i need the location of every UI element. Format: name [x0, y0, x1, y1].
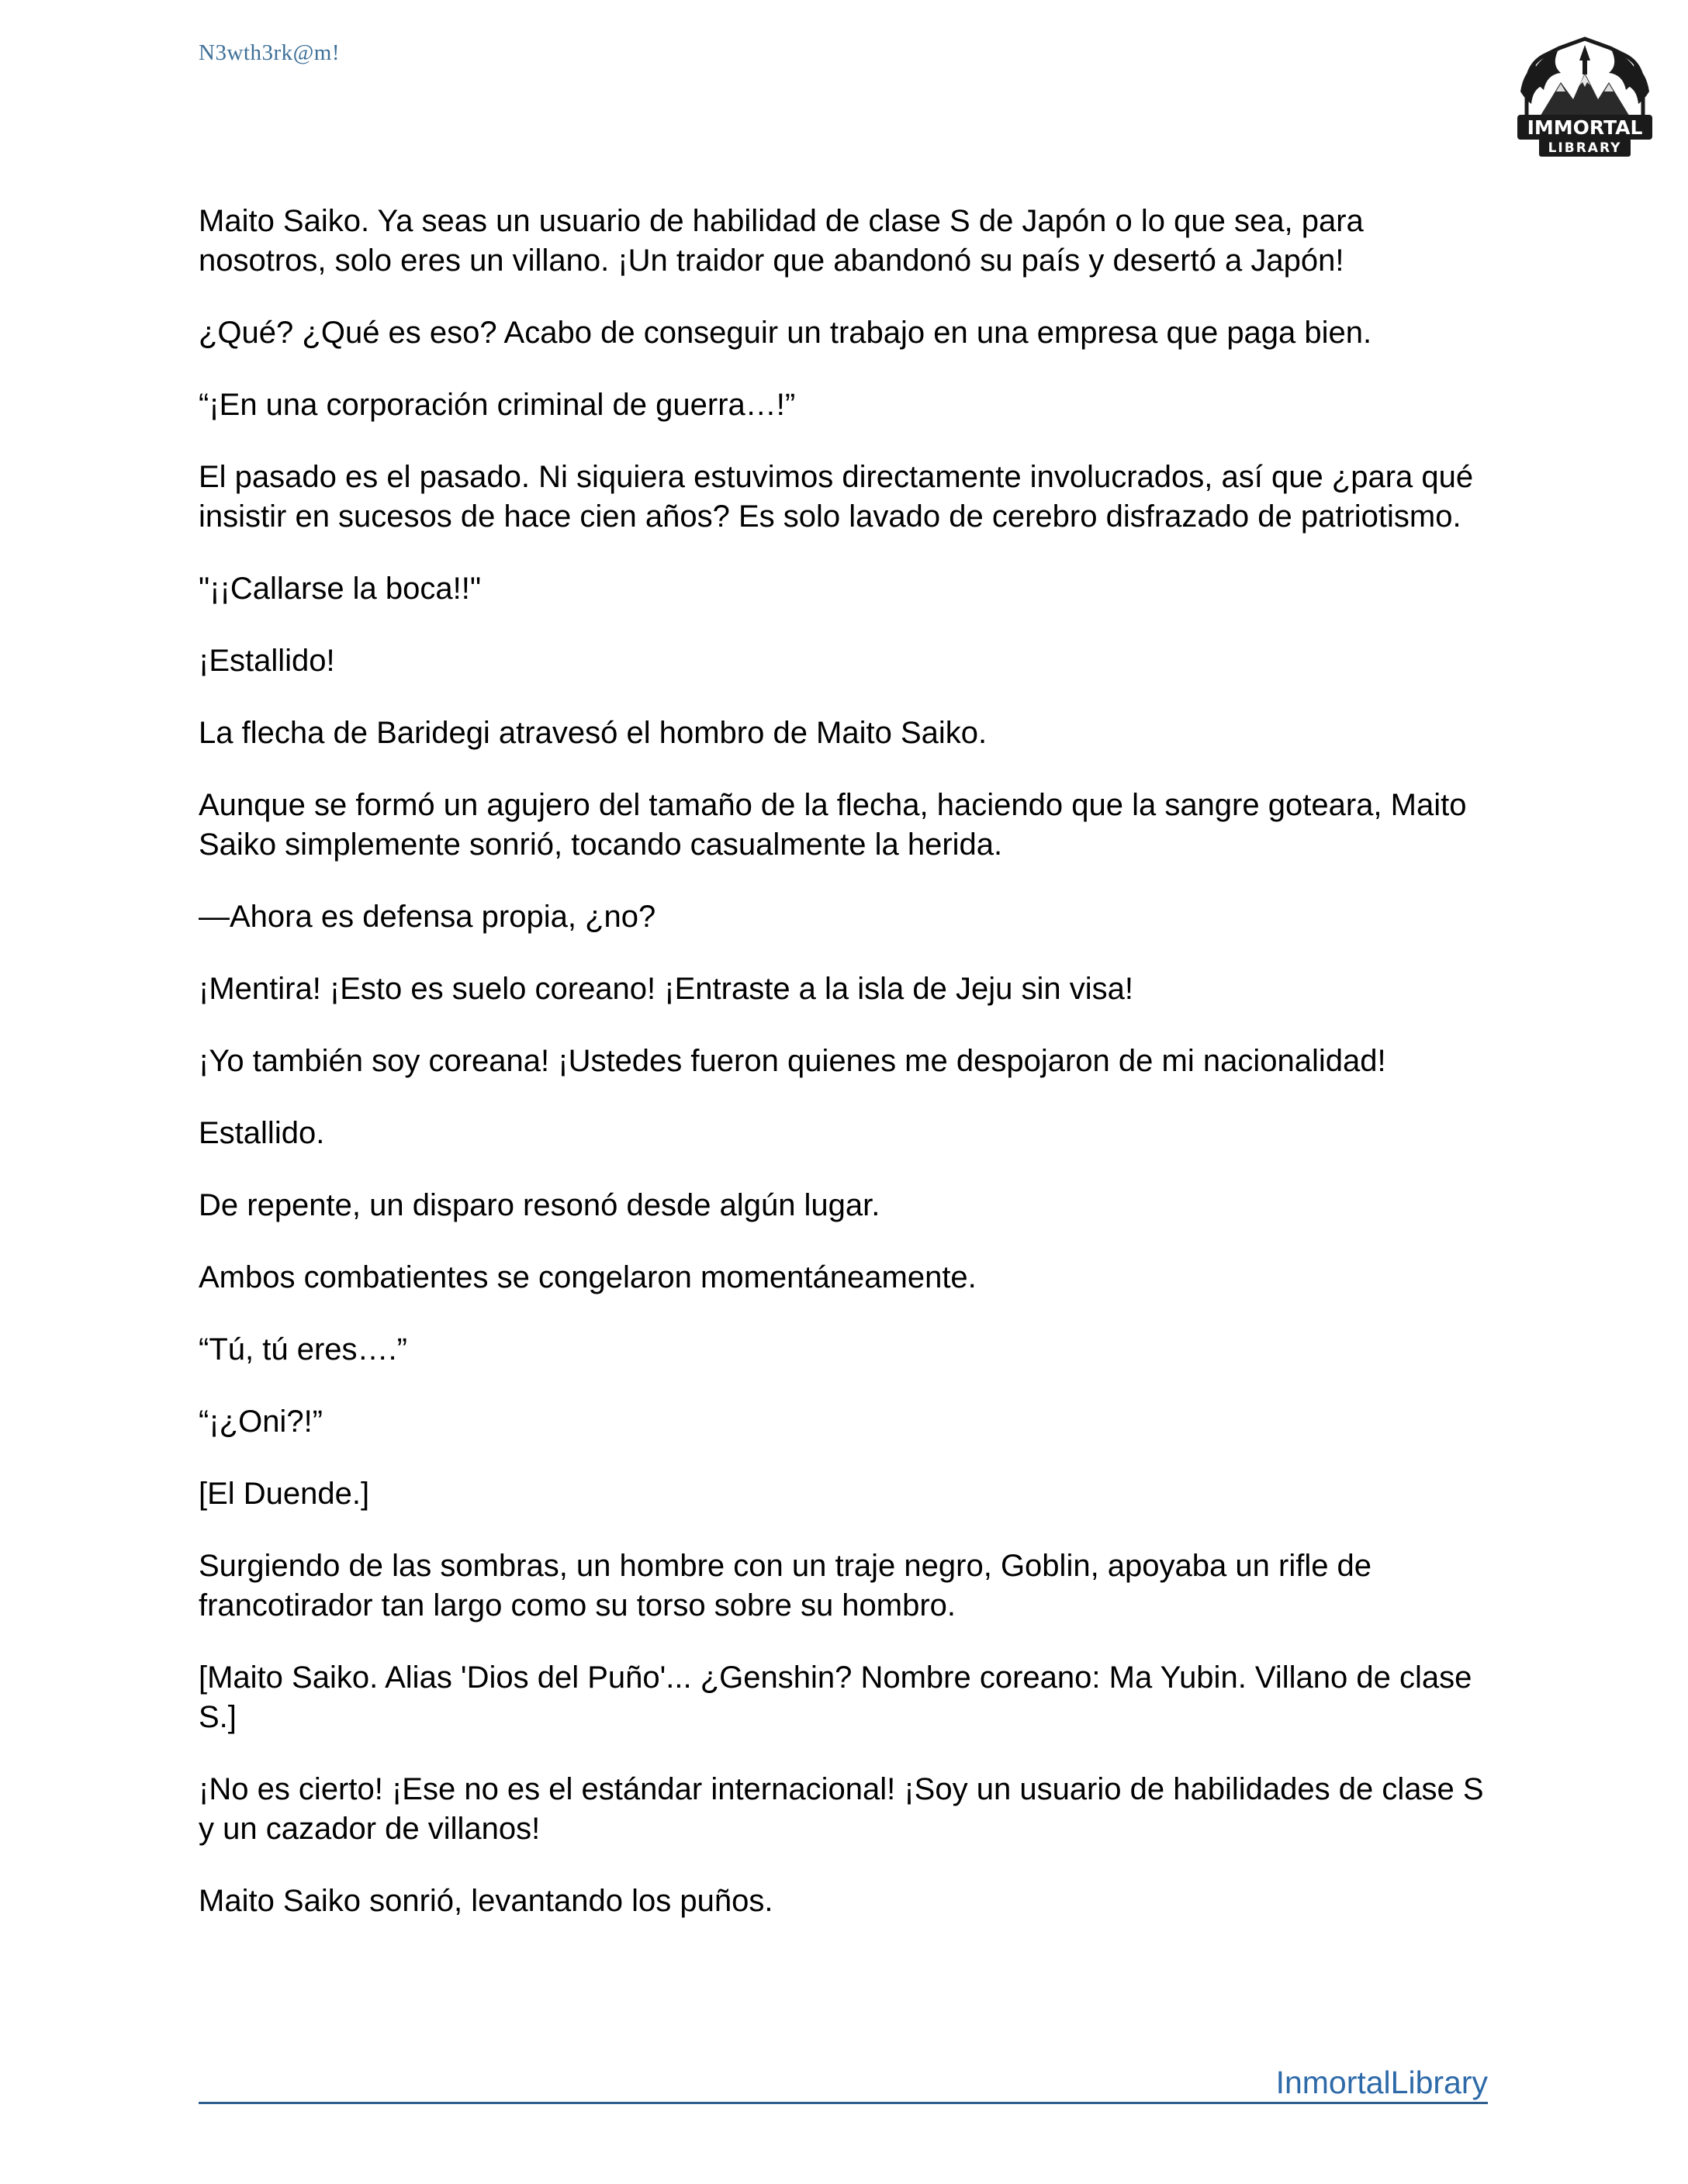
immortal-library-logo: [1513, 34, 1657, 160]
paragraph: Estallido.: [199, 1116, 325, 1150]
paragraph: ¡Estallido!: [199, 644, 335, 678]
paragraph: [El Duende.]: [199, 1477, 370, 1511]
paragraph: —Ahora es defensa propia, ¿no?: [199, 900, 656, 934]
paragraph: Ambos combatientes se congelaron momentáneamente.: [199, 1260, 977, 1294]
paragraph: ¡Mentira! ¡Esto es suelo coreano! ¡Entraste a la isla de Jeju sin visa!: [199, 972, 1133, 1006]
paragraph: La flecha de Baridegi atravesó el hombro de Maito Saiko.: [199, 716, 988, 750]
paragraph: Maito Saiko. Ya seas un usuario de habilidad de clase S de Japón o lo que sea, para nosotros, solo eres un villano. ¡Un traidor que abandonó su país y desertó a Japón!: [199, 204, 1364, 278]
paragraph: ¡Yo también soy coreana! ¡Ustedes fueron quienes me despojaron de mi nacionalidad!: [199, 1044, 1386, 1078]
paragraph: “¡En una corporación criminal de guerra…!”: [199, 388, 796, 422]
paragraph: ¡No es cierto! ¡Ese no es el estándar internacional! ¡Soy un usuario de habilidades de clase S y un cazador de villanos!: [199, 1772, 1484, 1846]
logo-line2-text: LIBRARY: [1548, 140, 1622, 156]
header-watermark-text: N3wth3rk@m!: [199, 40, 341, 65]
paragraph: ¿Qué? ¿Qué es eso? Acabo de conseguir un trabajo en una empresa que paga bien.: [199, 316, 1372, 350]
paragraph: Maito Saiko sonrió, levantando los puños.: [199, 1884, 773, 1918]
footer-rule: [199, 2063, 1488, 2104]
logo-line1-text: IMMORTAL: [1527, 116, 1643, 139]
document-body: [199, 202, 1494, 1954]
paragraph: Aunque se formó un agujero del tamaño de la flecha, haciendo que la sangre goteara, Maito Saiko simplemente sonrió, tocando casualmente la herida.: [199, 788, 1467, 862]
paragraph: [Maito Saiko. Alias 'Dios del Puño'... ¿Genshin? Nombre coreano: Ma Yubin. Villano de clase S.]: [199, 1660, 1472, 1734]
footer-site-link[interactable]: InmortalLibrary: [1275, 2065, 1488, 2100]
paragraph: "¡¡Callarse la boca!!": [199, 572, 482, 606]
paragraph: “Tú, tú eres….”: [199, 1332, 407, 1367]
paragraph: “¡¿Oni?!”: [199, 1405, 323, 1439]
paragraph: Surgiendo de las sombras, un hombre con un traje negro, Goblin, apoyaba un rifle de francotirador tan largo como su torso sobre su hombro.: [199, 1549, 1372, 1622]
paragraph: El pasado es el pasado. Ni siquiera estuvimos directamente involucrados, así que ¿para qué insistir en sucesos de hace cien años? Es solo lavado de cerebro disfrazado de patriotismo.: [199, 460, 1474, 534]
paragraph: De repente, un disparo resonó desde algún lugar.: [199, 1188, 880, 1222]
